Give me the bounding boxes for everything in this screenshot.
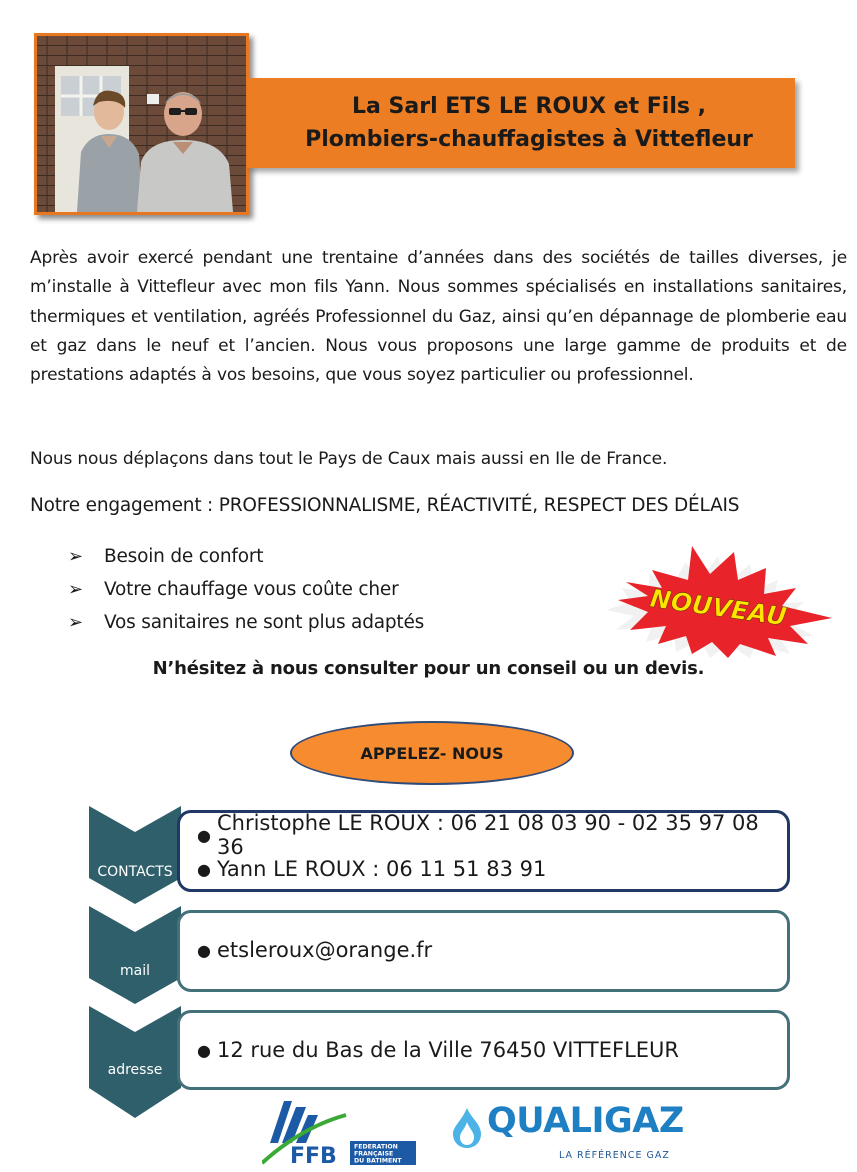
- page-title-line-1: La Sarl ETS LE ROUX et Fils ,: [352, 94, 706, 119]
- qualigaz-name: QUALIGAZ: [487, 1101, 684, 1141]
- list-item-label: Vos sanitaires ne sont plus adaptés: [104, 612, 425, 633]
- qualigaz-tagline: LA RÉFÉRENCE GAZ: [559, 1150, 670, 1161]
- needs-list: [68, 540, 424, 639]
- contacts-card: [177, 810, 790, 892]
- mail-label: mail: [120, 963, 150, 979]
- arrow-bullet-icon: ➢: [68, 578, 83, 600]
- nouveau-label: NOUVEAU: [648, 583, 789, 632]
- call-to-action: N’hésitez à nous consulter pour un conseil ou un devis.: [152, 658, 705, 679]
- contacts-label: CONTACTS: [97, 864, 173, 880]
- mail-card: [177, 910, 790, 992]
- ffb-logo: [262, 1097, 422, 1167]
- arrow-bullet-icon: ➢: [68, 611, 83, 633]
- bullet-icon: ●: [197, 825, 211, 845]
- ffb-line-1: FEDERATION: [354, 1143, 398, 1151]
- address-line: [197, 1033, 787, 1067]
- arrow-bullet-icon: ➢: [68, 545, 83, 567]
- title-banner: [247, 78, 795, 168]
- email-link[interactable]: etsleroux@orange.fr: [216, 938, 433, 962]
- travel-paragraph: Nous nous déplaçons dans tout le Pays de Caux mais aussi en Ile de France.: [30, 449, 668, 469]
- engagement-statement: Notre engagement : PROFESSIONNALISME, RÉACTIVITÉ, RESPECT DES DÉLAIS: [30, 495, 740, 516]
- bullet-icon: ●: [197, 1040, 211, 1060]
- nouveau-burst-badge: [600, 540, 840, 660]
- bullet-icon: ●: [197, 940, 211, 960]
- page-title-line-2: Plombiers-chauffagistes à Vittefleur: [305, 127, 753, 152]
- contact-line: [197, 811, 787, 859]
- address-label: adresse: [107, 1062, 163, 1078]
- mail-chevron: [89, 906, 181, 1004]
- contact-yann[interactable]: Yann LE ROUX : 06 11 51 83 91: [216, 857, 547, 881]
- address-text: 12 rue du Bas de la Ville 76450 VITTEFLEUR: [216, 1038, 680, 1062]
- ffb-line-3: DU BATIMENT: [354, 1157, 402, 1165]
- bullet-icon: ●: [197, 859, 211, 879]
- list-item-label: Votre chauffage vous coûte cher: [104, 579, 399, 600]
- qualigaz-logo: [447, 1101, 687, 1166]
- owners-photo: [34, 33, 249, 215]
- mail-line: [197, 933, 787, 967]
- ffb-line-2: FRANÇAISE: [354, 1150, 394, 1158]
- intro-paragraph: Après avoir exercé pendant une trentaine d’années dans des sociétés de tailles diverses, je m’installe à Vittefleur avec mon fils Yann. Nous sommes spécialisés en installations sanitaires, thermiques et ventilation, agréés Professionnel du Gaz, ainsi qu’en dépannage de plomberie eau et gaz dans le neuf et l’ancien. Nous vous proposons une large gamme de produits et de prestations adaptés à vos besoins, que vous soyez particulier ou professionnel.: [30, 248, 847, 386]
- flame-icon: [451, 1108, 483, 1148]
- list-item: [68, 540, 424, 573]
- address-card: [177, 1010, 790, 1090]
- list-item: [68, 573, 424, 606]
- ffb-acronym: FFB: [290, 1144, 337, 1167]
- contacts-chevron: [89, 806, 181, 904]
- call-us-button[interactable]: APPELEZ- NOUS: [290, 721, 574, 785]
- contact-christophe[interactable]: Christophe LE ROUX : 06 21 08 03 90 - 02 35 97 08 36: [216, 811, 759, 859]
- list-item: [68, 606, 424, 639]
- list-item-label: Besoin de confort: [104, 546, 264, 567]
